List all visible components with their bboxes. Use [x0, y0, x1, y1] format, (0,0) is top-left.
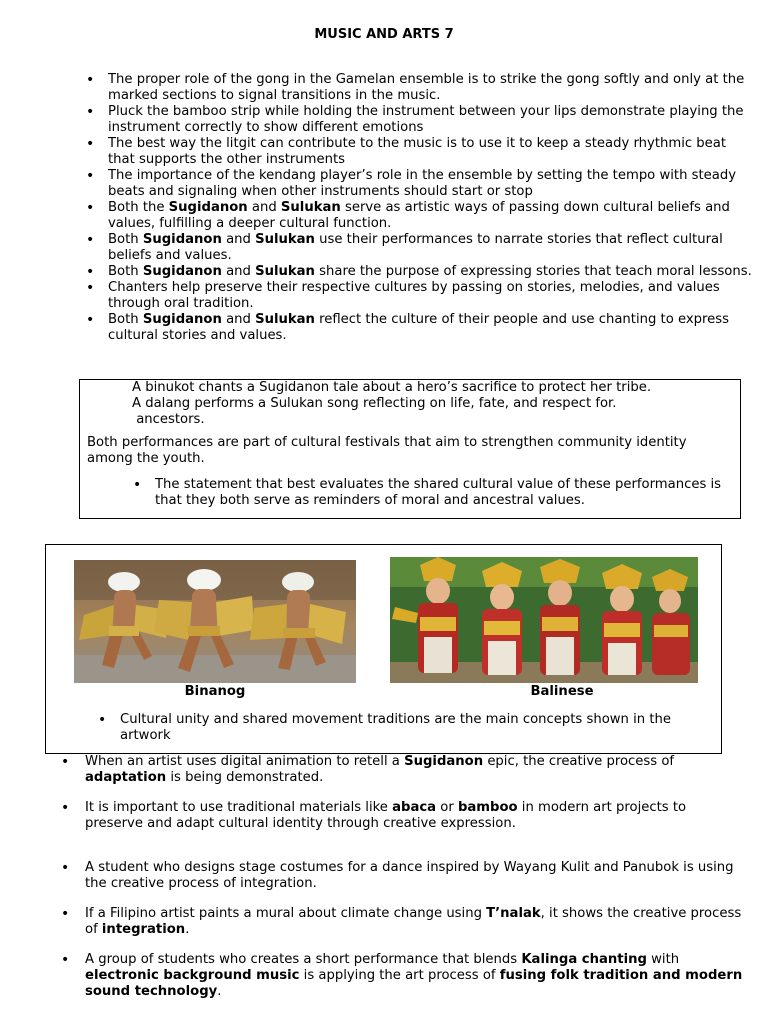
list-item: [108, 200, 753, 232]
scenario-text: [132, 380, 732, 428]
text-segment: Both: [108, 264, 143, 279]
list-item: [108, 168, 753, 200]
text-segment: The best way the litgit can contribute to the music is to use it to keep a steady rhythmic beat that supports the other instruments: [108, 136, 727, 167]
caption-binanog: Binanog: [184, 684, 246, 699]
text-segment: with: [646, 952, 680, 967]
scenario-line: A binukot chants a Sugidanon tale about a hero’s sacrifice to protect her tribe.: [132, 380, 652, 395]
text-segment: .: [185, 922, 190, 937]
text-segment: The proper role of the gong in the Gamelan ensemble is to strike the gong softly and only at the marked sections to signal transitions in the music.: [108, 72, 745, 103]
bold-term: bamboo: [457, 800, 518, 815]
text-segment: Both: [108, 312, 143, 327]
bold-term: Sugidanon: [168, 200, 248, 215]
scenario-answer-list: [155, 477, 735, 509]
text-segment: share the purpose of expressing stories that teach moral lessons.: [314, 264, 752, 279]
list-item: [108, 72, 753, 104]
list-item: [108, 264, 753, 280]
page-title: MUSIC AND ARTS 7: [314, 27, 454, 42]
text-segment: It is important to use traditional materials like: [85, 800, 393, 815]
text-segment: epic, the creative process of: [483, 754, 675, 769]
list-item: [85, 754, 745, 786]
list-item: [85, 906, 745, 938]
scenario-line: ancestors.: [132, 412, 205, 427]
list-item: • Cultural unity and shared movement traditions are the main concepts shown in the artwork: [120, 712, 710, 744]
scenario-context: Both performances are part of cultural festivals that aim to strengthen community identity among the youth.: [87, 435, 687, 466]
scenario-line: A dalang performs a Sulukan song reflecting on life, fate, and respect for.: [132, 396, 617, 411]
list-item: [108, 312, 753, 344]
bold-term: fusing folk tradition and modern sound technology: [85, 968, 743, 999]
text-segment: .: [217, 984, 222, 999]
list-item: [108, 280, 753, 312]
list-item: [108, 232, 753, 264]
text-segment: in modern art projects to preserve and adapt cultural identity through creative expression.: [85, 800, 687, 831]
text-segment: When an artist uses digital animation to retell a: [85, 754, 405, 769]
bold-term: integration: [101, 922, 186, 937]
binanog-dance-photo: [74, 560, 356, 683]
text-segment: serve as artistic ways of passing down cultural beliefs and values, fulfilling a deeper cultural function.: [108, 200, 730, 231]
answer-list-bottom: [85, 754, 745, 1014]
text-segment: and: [221, 264, 256, 279]
text-segment: reflect the culture of their people and use chanting to express cultural stories and values.: [108, 312, 730, 343]
balinese-dance-photo: [390, 557, 698, 683]
text-segment: use their performances to narrate stories that reflect cultural beliefs and values.: [108, 232, 723, 263]
text-segment: and: [247, 200, 281, 215]
bold-term: Sulukan: [280, 200, 341, 215]
text-segment: The importance of the kendang player’s role in the ensemble by setting the tempo with steady beats and signaling when other instruments should start or stop: [108, 168, 737, 199]
text-segment: and: [221, 312, 256, 327]
text-segment: A student who designs stage costumes for a dance inspired by Wayang Kulit and Panubok is using the creative process of integration.: [85, 860, 734, 891]
list-item: [85, 860, 745, 892]
text-segment: Pluck the bamboo strip while holding the instrument between your lips demonstrate playing the instrument correctly to show different emotions: [108, 104, 744, 135]
bold-term: Sulukan: [255, 312, 315, 327]
text-segment: , it shows the creative process of: [85, 906, 742, 937]
bold-term: abaca: [392, 800, 437, 815]
text-segment: Chanters help preserve their respective cultures by passing on stories, melodies, and values through oral tradition.: [108, 280, 720, 311]
list-item: [108, 104, 753, 136]
answer-list-top: [108, 72, 753, 344]
text-segment: is being demonstrated.: [166, 770, 324, 785]
scenario-box: [79, 379, 741, 519]
bold-term: T’nalak: [486, 906, 541, 921]
bold-term: Sugidanon: [142, 232, 222, 247]
bold-term: Sugidanon: [142, 264, 222, 279]
bold-term: Sulukan: [255, 232, 315, 247]
text-segment: and: [221, 232, 256, 247]
artwork-answer-list: [120, 712, 710, 744]
list-item: [85, 952, 745, 1000]
bold-term: Sulukan: [255, 264, 315, 279]
caption-balinese: Balinese: [530, 684, 594, 699]
bold-term: electronic background music: [85, 968, 300, 983]
bold-term: Sugidanon: [404, 754, 484, 769]
list-item: • The statement that best evaluates the shared cultural value of these performances is that they both serve as reminders of moral and ancestral values.: [155, 477, 735, 509]
text-segment: is applying the art process of: [299, 968, 500, 983]
list-item: [108, 136, 753, 168]
text-segment: Both the: [108, 200, 169, 215]
text-segment: A group of students who creates a short performance that blends: [85, 952, 522, 967]
bold-term: adaptation: [85, 770, 167, 785]
text-segment: or: [436, 800, 458, 815]
text-segment: If a Filipino artist paints a mural about climate change using: [85, 906, 487, 921]
text-segment: Both: [108, 232, 143, 247]
bold-term: Kalinga chanting: [521, 952, 647, 967]
bold-term: Sugidanon: [142, 312, 222, 327]
list-item: [85, 800, 745, 832]
artwork-comparison-box: [45, 544, 722, 754]
